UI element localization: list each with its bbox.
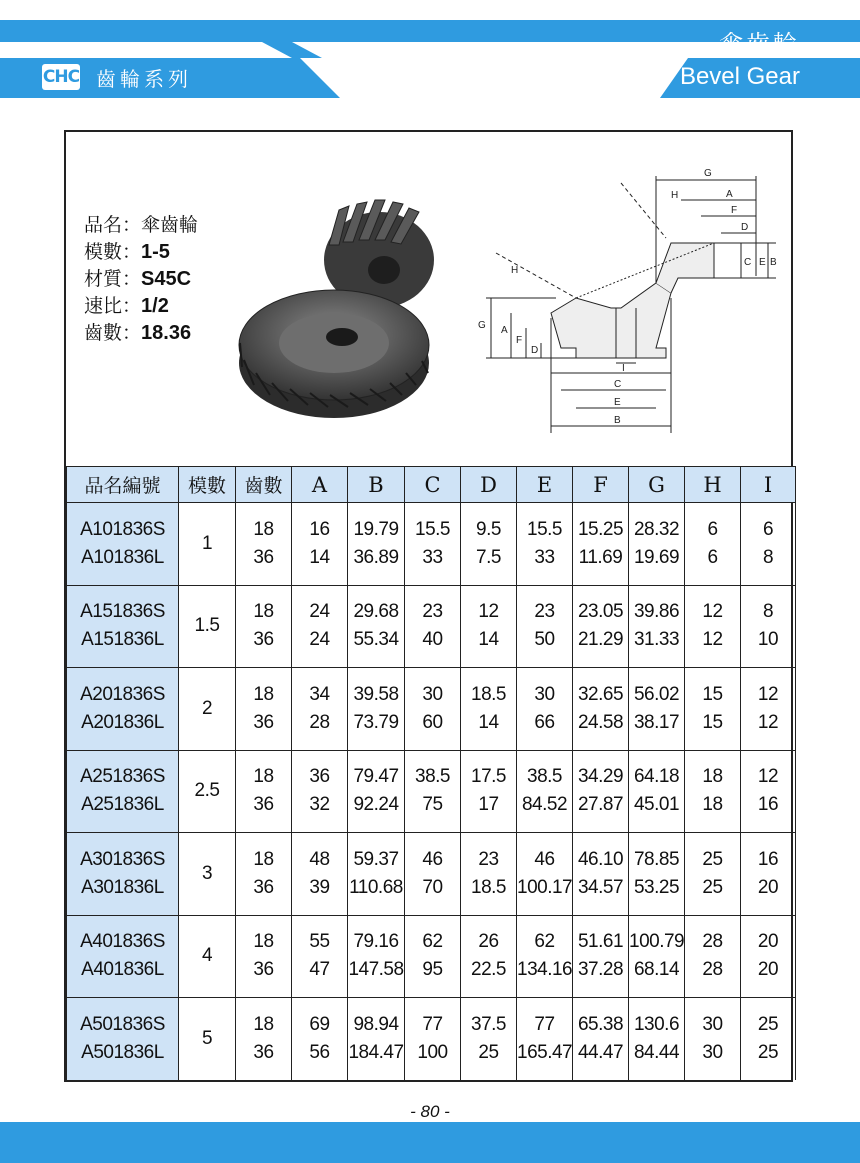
value-cell: 51.61 37.28 — [573, 915, 629, 998]
value-cell: 18 36 — [236, 998, 292, 1081]
dim-label: E — [614, 397, 621, 408]
module-cell: 3 — [179, 833, 236, 916]
value-cell: 18 36 — [236, 833, 292, 916]
dim-label: G — [704, 168, 712, 179]
module-cell: 1.5 — [179, 585, 236, 668]
value-cell: 17.5 17 — [461, 750, 517, 833]
value-cell: 23 50 — [517, 585, 573, 668]
info-row: 模數： 1-5 — [84, 241, 170, 263]
col-header: C — [405, 467, 461, 503]
value-cell: 29.68 55.34 — [348, 585, 405, 668]
dim-label: A — [726, 189, 733, 200]
value-cell: 15 15 — [685, 668, 741, 751]
value-cell: 32.65 24.58 — [573, 668, 629, 751]
dim-label: A — [501, 325, 508, 336]
value-cell: 28.32 19.69 — [629, 503, 685, 586]
col-header: I — [741, 467, 796, 503]
value-cell: 46.10 34.57 — [573, 833, 629, 916]
footer-band — [0, 1122, 860, 1163]
value-cell: 18.5 14 — [461, 668, 517, 751]
value-cell: 9.5 7.5 — [461, 503, 517, 586]
value-cell: 19.79 36.89 — [348, 503, 405, 586]
value-cell: 46 100.17 — [517, 833, 573, 916]
table-row — [67, 503, 796, 586]
value-cell: 39.86 31.33 — [629, 585, 685, 668]
col-header: B — [348, 467, 405, 503]
value-cell: 38.5 75 — [405, 750, 461, 833]
col-header: E — [517, 467, 573, 503]
part-number-cell: A201836S A201836L — [67, 668, 179, 751]
product-info — [84, 212, 198, 347]
col-header: F — [573, 467, 629, 503]
value-cell: 15.5 33 — [517, 503, 573, 586]
value-cell: 64.18 45.01 — [629, 750, 685, 833]
value-cell: 18 18 — [685, 750, 741, 833]
info-row: 品名： 傘齒輪 — [84, 214, 199, 236]
value-cell: 6 8 — [741, 503, 796, 586]
dim-label: G — [478, 320, 486, 331]
value-cell: 18 36 — [236, 750, 292, 833]
dim-label: F — [731, 205, 738, 216]
page-number: - 80 - — [410, 1102, 450, 1121]
value-cell: 23 40 — [405, 585, 461, 668]
part-number-cell: A401836S A401836L — [67, 915, 179, 998]
value-cell: 77 165.47 — [517, 998, 573, 1081]
value-cell: 26 22.5 — [461, 915, 517, 998]
value-cell: 24 24 — [292, 585, 348, 668]
value-cell: 18 36 — [236, 503, 292, 586]
info-row: 齒數： 18.36 — [84, 322, 192, 344]
part-number-cell: A101836S A101836L — [67, 503, 179, 586]
value-cell: 98.94 184.47 — [348, 998, 405, 1081]
dim-label: C — [614, 379, 622, 390]
value-cell: 16 20 — [741, 833, 796, 916]
value-cell: 34 28 — [292, 668, 348, 751]
value-cell: 79.16 147.58 — [348, 915, 405, 998]
value-cell: 46 70 — [405, 833, 461, 916]
dim-label: E — [759, 257, 766, 268]
value-cell: 15.25 11.69 — [573, 503, 629, 586]
table-row — [67, 750, 796, 833]
value-cell: 69 56 — [292, 998, 348, 1081]
col-header: 齒數 — [236, 467, 292, 503]
part-number-cell: A151836S A151836L — [67, 585, 179, 668]
info-row: 速比： 1/2 — [84, 295, 169, 317]
value-cell: 55 47 — [292, 915, 348, 998]
value-cell: 130.6 84.44 — [629, 998, 685, 1081]
dim-label: B — [770, 257, 777, 268]
value-cell: 48 39 — [292, 833, 348, 916]
value-cell: 23.05 21.29 — [573, 585, 629, 668]
value-cell: 38.5 84.52 — [517, 750, 573, 833]
dim-label: F — [516, 335, 523, 346]
value-cell: 12 16 — [741, 750, 796, 833]
bevel-gear-photo — [234, 190, 464, 420]
part-number-cell: A501836S A501836L — [67, 998, 179, 1081]
value-cell: 62 95 — [405, 915, 461, 998]
value-cell: 18 36 — [236, 668, 292, 751]
module-cell: 2 — [179, 668, 236, 751]
series-title: 齒輪系列 — [96, 67, 192, 91]
value-cell: 65.38 44.47 — [573, 998, 629, 1081]
table-row — [67, 833, 796, 916]
value-cell: 16 14 — [292, 503, 348, 586]
module-cell: 1 — [179, 503, 236, 586]
value-cell: 39.58 73.79 — [348, 668, 405, 751]
value-cell: 25 25 — [741, 998, 796, 1081]
dim-label: H — [671, 190, 679, 201]
value-cell: 77 100 — [405, 998, 461, 1081]
value-cell: 8 10 — [741, 585, 796, 668]
value-cell: 12 12 — [685, 585, 741, 668]
col-header: 品名編號 — [67, 467, 179, 503]
value-cell: 12 12 — [741, 668, 796, 751]
value-cell: 34.29 27.87 — [573, 750, 629, 833]
value-cell: 20 20 — [741, 915, 796, 998]
value-cell: 56.02 38.17 — [629, 668, 685, 751]
page-title-zh: 傘齒輪 — [719, 30, 800, 58]
value-cell: 23 18.5 — [461, 833, 517, 916]
value-cell: 15.5 33 — [405, 503, 461, 586]
dim-label: I — [622, 363, 625, 374]
value-cell: 30 66 — [517, 668, 573, 751]
table-row — [67, 998, 796, 1081]
table-row — [67, 915, 796, 998]
value-cell: 100.79 68.14 — [629, 915, 685, 998]
value-cell: 12 14 — [461, 585, 517, 668]
value-cell: 79.47 92.24 — [348, 750, 405, 833]
table-header-row — [67, 467, 796, 503]
col-header: D — [461, 467, 517, 503]
col-header: 模數 — [179, 467, 236, 503]
value-cell: 6 6 — [685, 503, 741, 586]
table-row — [67, 585, 796, 668]
table-row — [67, 668, 796, 751]
value-cell: 37.5 25 — [461, 998, 517, 1081]
dim-label: C — [744, 257, 752, 268]
dim-label: D — [741, 222, 749, 233]
brand-logo: CHC — [42, 64, 80, 90]
value-cell: 28 28 — [685, 915, 741, 998]
value-cell: 36 32 — [292, 750, 348, 833]
module-cell: 4 — [179, 915, 236, 998]
col-header: A — [292, 467, 348, 503]
spec-table — [66, 466, 796, 1080]
product-frame — [64, 130, 793, 1082]
col-header: H — [685, 467, 741, 503]
value-cell: 18 36 — [236, 915, 292, 998]
dimension-diagram — [456, 158, 786, 458]
dim-label: D — [531, 345, 539, 356]
value-cell: 59.37 110.68 — [348, 833, 405, 916]
part-number-cell: A301836S A301836L — [67, 833, 179, 916]
info-row: 材質： S45C — [84, 268, 192, 290]
dim-label: B — [614, 415, 621, 426]
value-cell: 30 60 — [405, 668, 461, 751]
value-cell: 62 134.16 — [517, 915, 573, 998]
module-cell: 2.5 — [179, 750, 236, 833]
value-cell: 78.85 53.25 — [629, 833, 685, 916]
part-number-cell: A251836S A251836L — [67, 750, 179, 833]
module-cell: 5 — [179, 998, 236, 1081]
dim-label: H — [511, 265, 519, 276]
value-cell: 25 25 — [685, 833, 741, 916]
header-accent — [262, 42, 322, 58]
value-cell: 30 30 — [685, 998, 741, 1081]
value-cell: 18 36 — [236, 585, 292, 668]
col-header: G — [629, 467, 685, 503]
page-title-en: Bevel Gear — [679, 63, 800, 90]
